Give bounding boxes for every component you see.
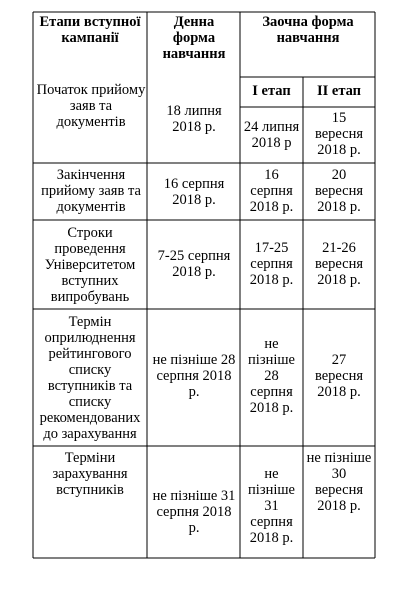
header-daytime-label: Денна форма навчання — [162, 14, 226, 62]
table-row-1-stage2: 15 вересня 2018 р. — [314, 110, 364, 158]
header-stages-cell — [36, 14, 144, 46]
table-row-2-stage1: 16 серпня 2018 р. — [249, 167, 294, 215]
header-stages-label: Етапи вступної кампанії — [39, 14, 141, 46]
table-row-1-stage1: 24 липня 2018 р — [243, 119, 300, 151]
table-row-3-label: Строки проведення Університетом вступних випробувань — [44, 225, 136, 305]
header-stage-2-cell — [305, 83, 373, 99]
table-row-3-stage1: 17-25 серпня 2018 р. — [249, 240, 294, 288]
table-row-1-label: Початок прийому заяв та документів — [36, 82, 146, 130]
table-row-4-stage1: не пізніше 28 серпня 2018 р. — [248, 336, 295, 416]
header-daytime-cell — [152, 14, 236, 62]
table-row-3-day: 7-25 серпня 2018 р. — [157, 248, 231, 280]
table-row-2-stage2: 20 вересня 2018 р. — [314, 167, 364, 215]
table-row-4-label: Термін оприлюднення рейтингового списку вступників та списку рекомендованих до зарахування — [39, 314, 141, 442]
table-row-2-label: Закінчення прийому заяв та документів — [41, 167, 141, 215]
table-row-5-label: Терміни зарахування вступників — [52, 450, 128, 498]
header-stage-2-label: ІІ етап — [316, 83, 362, 99]
table-row-5-stage2: не пізніше 30 вересня 2018 р. — [306, 450, 372, 514]
header-stage-1-cell — [242, 83, 301, 99]
table-row-4-day: не пізніше 28 серпня 2018 р. — [152, 352, 236, 400]
table-row-3-stage2: 21-26 вересня 2018 р. — [314, 240, 364, 288]
table-row-5-day: не пізніше 31 серпня 2018 р. — [152, 488, 236, 536]
table-row-1-day: 18 липня 2018 р. — [166, 103, 222, 135]
table-row-5-stage1: не пізніше 31 серпня 2018 р. — [248, 466, 295, 546]
header-correspondence-cell — [244, 14, 372, 46]
header-stage-1-label: І етап — [252, 83, 291, 99]
table-row-4-stage2: 27 вересня 2018 р. — [314, 352, 364, 400]
table-row-2-day: 16 серпня 2018 р. — [163, 176, 225, 208]
header-correspondence-label: Заочна форма навчання — [262, 14, 354, 46]
